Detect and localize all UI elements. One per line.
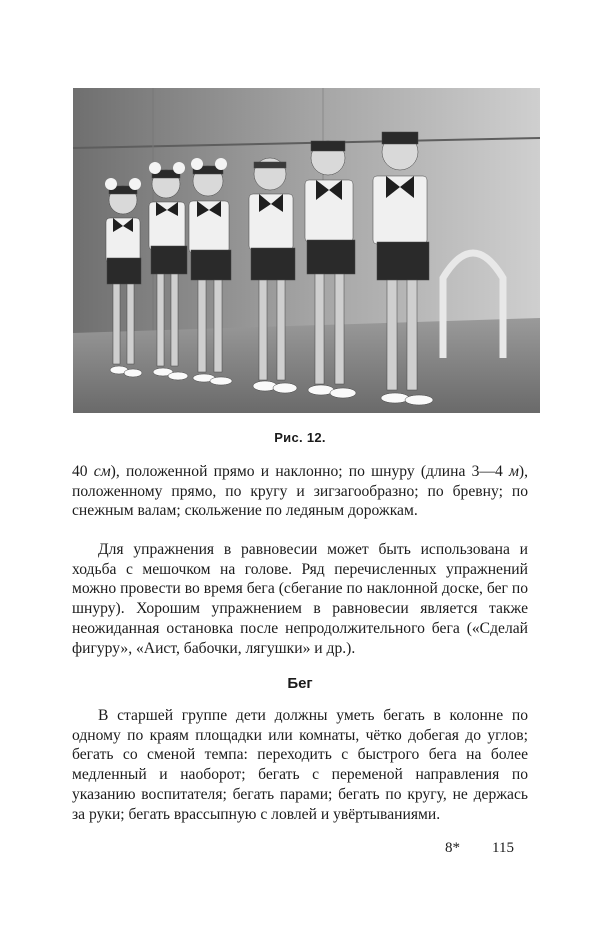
text-fragment: ), положенной прямо и наклонно; по шнуру (длина 3—4 xyxy=(110,463,509,480)
page-footer xyxy=(0,840,600,860)
paragraph-running xyxy=(72,706,528,824)
paragraph-text: В старшей группе дети должны уметь бегать в колонне по одному по краям площадки или комнаты, чётко добегая до углов; бегать со сменой темпа: переходить с быстрого бега на более медленный и наоборот; бегать с переменой направления по указанию воспитателя; бегать парами; бегать по кругу, не держась за руки; бегать врассыпную с ловлей и увёртываниями. xyxy=(72,707,528,823)
unit-m: м xyxy=(508,463,519,480)
photo-illustration xyxy=(73,88,540,413)
figure-caption: Рис. 12. xyxy=(274,430,326,445)
signature-mark: 8* xyxy=(445,840,460,856)
paragraph-balance xyxy=(72,540,528,658)
page-number: 115 xyxy=(492,840,514,856)
paragraph-text: Для упражнения в равновесии может быть использована и ходьба с мешочком на голове. Ряд перечисленных упражнений можно провести во время бега (сбегание по наклонной доске, бег по шнуру). Хорошим упражнением в равновесии является также неожиданная остановка после непродолжительного бега («Сделай фигуру», «Аист, бабочки, лягушки» и др.). xyxy=(72,541,528,657)
paragraph-continuation xyxy=(72,462,528,521)
text-fragment: 40 xyxy=(72,463,94,480)
unit-cm: см xyxy=(93,463,111,480)
section-heading: Бег xyxy=(287,675,313,692)
photo-children-in-line xyxy=(73,88,540,413)
text-fragment: ), положенному прямо, по кругу и зигзагообразно; по бревну; по снежным валам; скольжение по ледяным дорожкам. xyxy=(72,463,528,520)
